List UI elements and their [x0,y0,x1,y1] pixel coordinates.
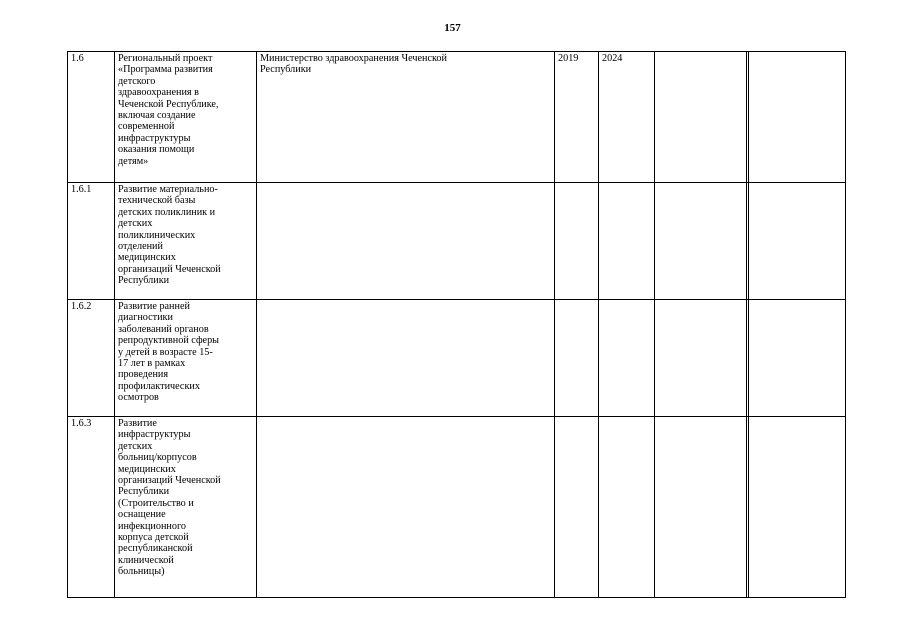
row-cell-6 [655,417,747,598]
row-cell-8 [749,183,846,300]
row-start-year [555,300,599,417]
program-table [67,51,846,598]
row-cell-8 [749,52,846,183]
row-number: 1.6.1 [68,183,115,300]
row-cell-6 [655,300,747,417]
row-executor [257,417,555,598]
row-executor: Министерство здравоохранения Чеченской Республики [257,52,555,183]
row-executor [257,183,555,300]
table-row [68,300,846,417]
row-name: Развитие ранней диагностики заболеваний органов репродуктивной сферы у детей в возрасте 15- 17 лет в рамках проведения профилактических осмотров [115,300,257,417]
row-end-year [599,183,655,300]
row-end-year [599,300,655,417]
row-cell-8 [749,300,846,417]
row-number: 1.6.3 [68,417,115,598]
table-row [68,52,846,183]
row-end-year: 2024 [599,52,655,183]
row-cell-6 [655,183,747,300]
row-cell-6 [655,52,747,183]
row-cell-8 [749,417,846,598]
table-row [68,417,846,598]
table-row [68,183,846,300]
row-executor [257,300,555,417]
row-start-year [555,183,599,300]
row-start-year: 2019 [555,52,599,183]
row-number: 1.6 [68,52,115,183]
row-start-year [555,417,599,598]
row-name: Развитие инфраструктуры детских больниц/корпусов медицинских организаций Чеченской Республики (Строительство и оснащение инфекционного корпуса детской республиканской клинической больницы) [115,417,257,598]
page-number: 157 [444,22,461,34]
row-number: 1.6.2 [68,300,115,417]
row-name: Региональный проект «Программа развития детского здравоохранения в Чеченской Республике, включая создание современной инфраструктуры оказания помощи детям» [115,52,257,183]
row-end-year [599,417,655,598]
row-name: Развитие материально- технической базы детских поликлиник и детских поликлинических отделений медицинских организаций Чеченской Республики [115,183,257,300]
